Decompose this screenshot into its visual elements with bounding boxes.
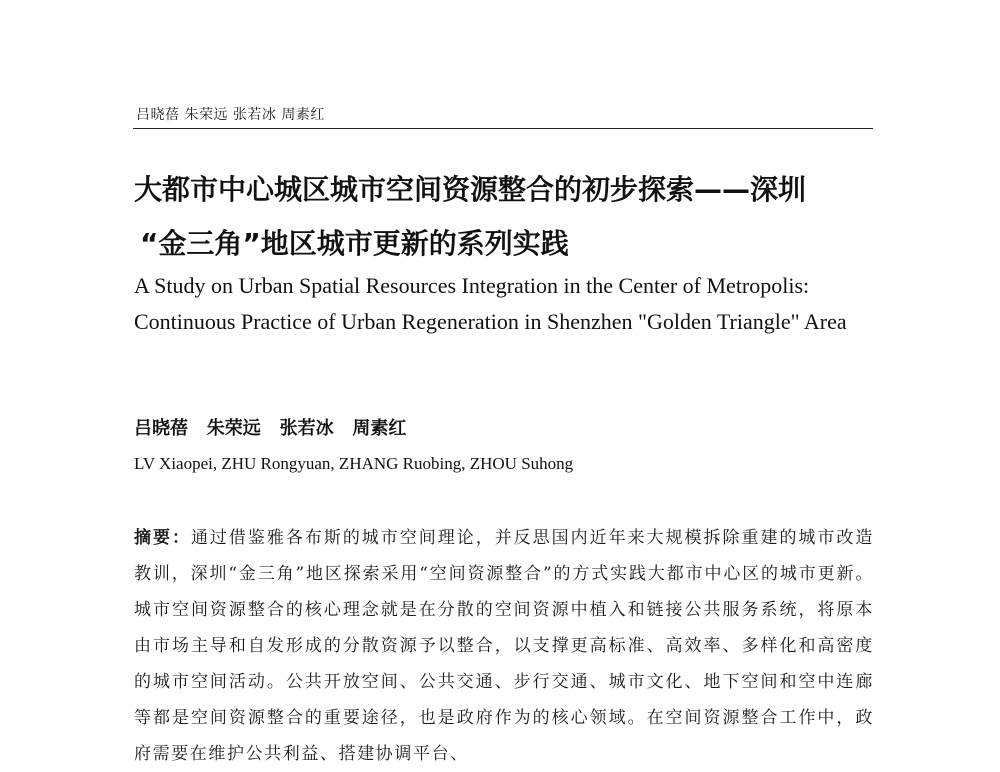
title-chinese-line-2: “金三角”地区城市更新的系列实践 <box>140 227 569 260</box>
authors-chinese: 吕晓蓓 朱荣远 张若冰 周素红 <box>134 418 407 439</box>
abstract-label: 摘要： <box>134 528 191 548</box>
title-chinese <box>134 163 894 271</box>
abstract <box>134 520 874 772</box>
running-header-authors: 吕晓蓓 朱荣远 张若冰 周素红 <box>136 107 325 123</box>
title-chinese-line-1: 大都市中心城区城市空间资源整合的初步探索——深圳 <box>134 173 807 206</box>
title-english: A Study on Urban Spatial Resources Integration in the Center of Metropolis: Continuous Practice of Urban Regeneration in Shenzhen "Golden Triangle" Area <box>134 273 847 334</box>
header-rule <box>133 128 873 129</box>
authors-english: LV Xiaopei, ZHU Rongyuan, ZHANG Ruobing, ZHOU Suhong <box>134 454 574 473</box>
abstract-text: 通过借鉴雅各布斯的城市空间理论，并反思国内近年来大规模拆除重建的城市改造教训，深圳“金三角”地区探索采用“空间资源整合”的方式实践大都市中心区的城市更新。城市空间资源整合的核心理念就是在分散的空间资源中植入和链接公共服务系统，将原本由市场主导和自发形成的分散资源予以整合，以支撑更高标准、高效率、多样化和高密度的城市空间活动。公共开放空间、公共交通、步行交通、城市文化、地下空间和空中连廊等都是空间资源整合的重要途径，也是政府作为的核心领域。在空间资源整合工作中，政府需要在维护公共利益、搭建协调平台、 <box>134 528 874 764</box>
